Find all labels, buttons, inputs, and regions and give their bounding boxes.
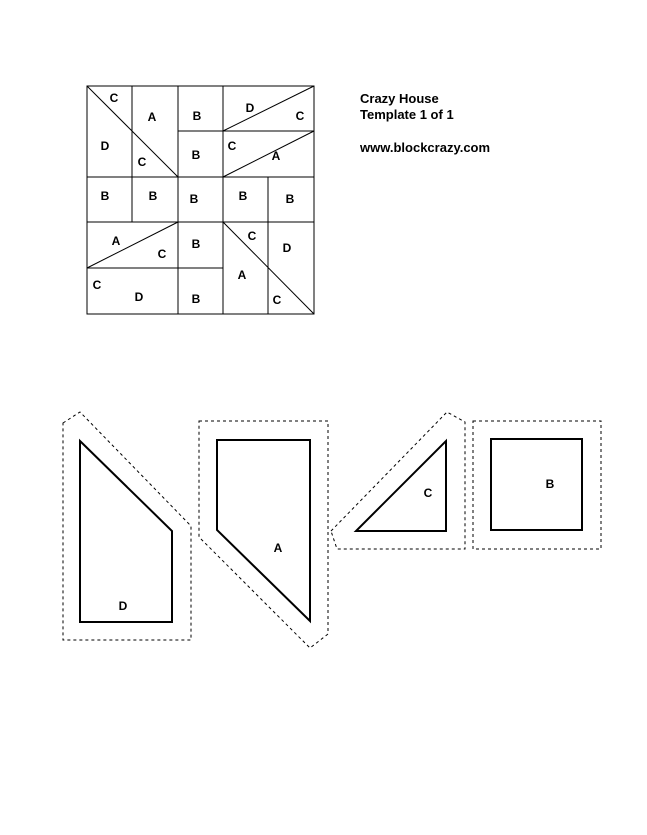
block-label: A <box>147 110 157 124</box>
diagonal-line <box>223 131 314 177</box>
website-link[interactable]: www.blockcrazy.com <box>360 140 491 155</box>
block-label: B <box>191 237 201 251</box>
block-label: D <box>134 290 144 304</box>
piece-outline <box>217 440 310 621</box>
template-piece-d <box>63 412 191 640</box>
block-label: C <box>157 247 167 261</box>
template-piece-a <box>199 421 328 648</box>
block-label: A <box>237 268 247 282</box>
template-piece-c <box>331 412 465 549</box>
seam-allowance-outline <box>331 412 465 549</box>
block-label: C <box>247 229 257 243</box>
template-count: Template 1 of 1 <box>360 107 454 122</box>
block-label: C <box>137 155 147 169</box>
block-label: B <box>191 292 201 306</box>
block-label: B <box>285 192 295 206</box>
block-label: A <box>111 234 121 248</box>
piece-label: D <box>118 599 128 613</box>
block-label: D <box>245 101 255 115</box>
pattern-title: Crazy House <box>360 91 439 106</box>
piece-label: B <box>545 477 555 491</box>
block-label: B <box>191 148 201 162</box>
block-label: B <box>238 189 248 203</box>
block-label: C <box>92 278 102 292</box>
template-piece-b <box>473 421 601 549</box>
block-label: C <box>295 109 305 123</box>
block-label: B <box>148 189 158 203</box>
diagonal-line <box>87 222 178 268</box>
block-label: D <box>282 241 292 255</box>
block-label: C <box>272 293 282 307</box>
piece-label: C <box>423 486 433 500</box>
block-label: B <box>189 192 199 206</box>
seam-allowance-outline <box>199 421 328 648</box>
block-label: A <box>271 149 281 163</box>
piece-outline <box>80 441 172 622</box>
piece-label: A <box>273 541 283 555</box>
block-label: D <box>100 139 110 153</box>
block-label: C <box>109 91 119 105</box>
piece-outline <box>356 441 446 531</box>
block-label: B <box>192 109 202 123</box>
block-label: C <box>227 139 237 153</box>
piece-outline <box>491 439 582 530</box>
block-label: B <box>100 189 110 203</box>
